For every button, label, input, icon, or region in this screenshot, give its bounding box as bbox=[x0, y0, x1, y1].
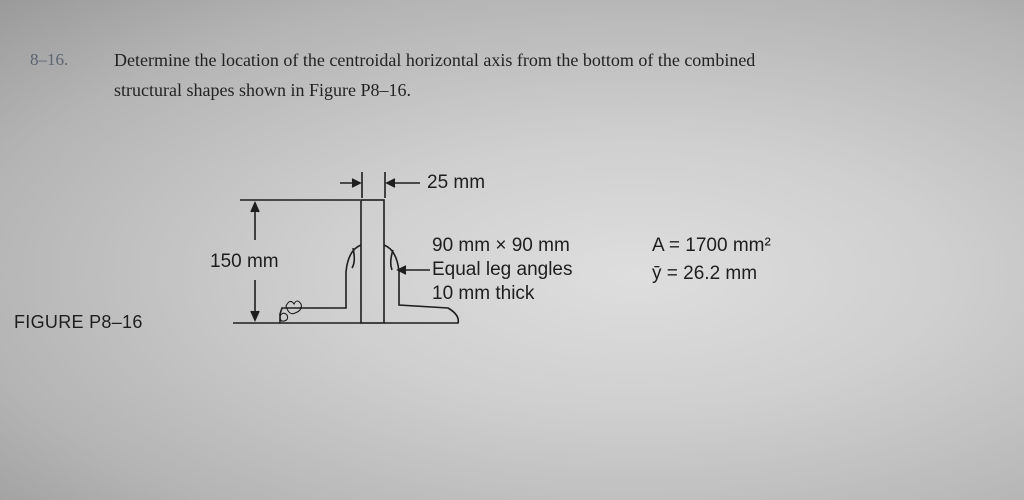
problem-statement-line-2: structural shapes shown in Figure P8–16. bbox=[114, 80, 411, 100]
height-dimension-label: 150 mm bbox=[210, 251, 279, 272]
angle-size-label: 90 mm × 90 mm bbox=[432, 235, 570, 256]
problem-number: 8–16. bbox=[30, 50, 69, 69]
height-dim-arrow-top bbox=[251, 203, 259, 212]
centroid-value: ȳ = 26.2 mm bbox=[652, 263, 758, 284]
area-value: A = 1700 mm² bbox=[652, 235, 771, 256]
vertical-plate bbox=[361, 200, 384, 323]
figure-caption: FIGURE P8–16 bbox=[14, 312, 143, 332]
angle-type-label: Equal leg angles bbox=[432, 259, 573, 280]
width-dimension-label: 25 mm bbox=[427, 172, 486, 193]
angle-thickness-label: 10 mm thick bbox=[432, 283, 535, 304]
left-angle bbox=[280, 245, 361, 323]
problem-statement-line-1: Determine the location of the centroidal horizontal axis from the bottom of the combined bbox=[114, 50, 756, 70]
height-dim-arrow-bottom bbox=[251, 311, 259, 320]
